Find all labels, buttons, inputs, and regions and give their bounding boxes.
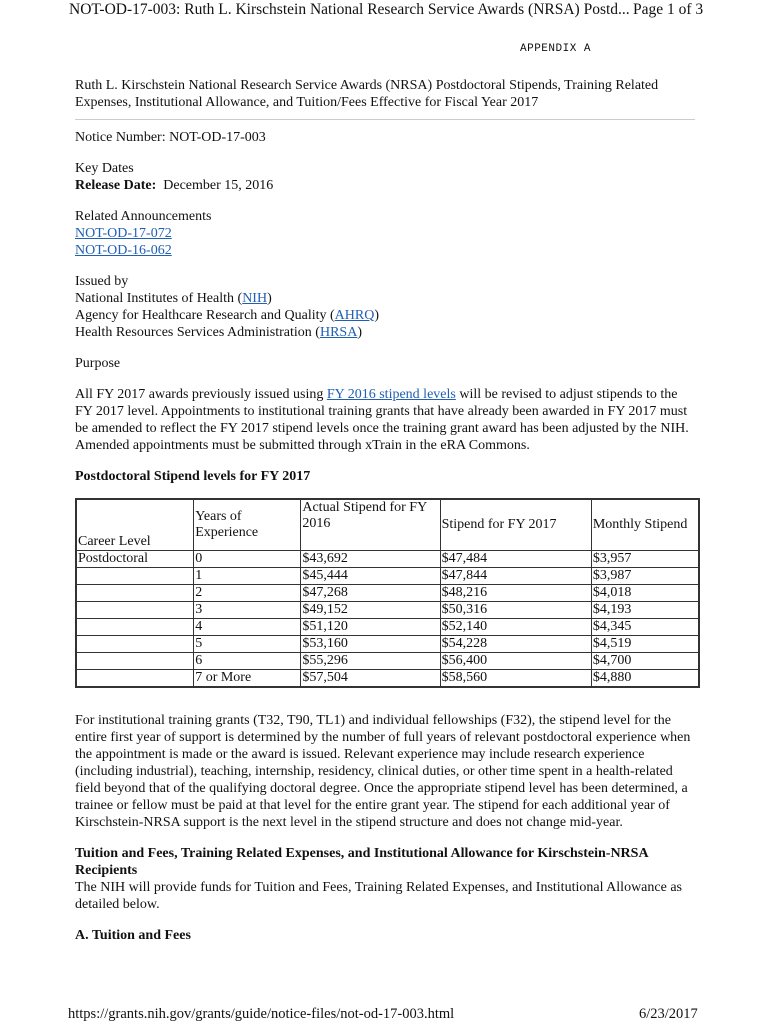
cell-monthly: $4,700 (591, 653, 699, 670)
cell-monthly: $3,957 (591, 551, 699, 568)
table-row (76, 602, 699, 619)
cell-years: 5 (194, 636, 301, 653)
table-row (76, 653, 699, 670)
stipend-table-body (76, 551, 699, 688)
print-footer-date: 6/23/2017 (639, 1006, 698, 1022)
cell-monthly: $4,345 (591, 619, 699, 636)
stipend-heading: Postdoctoral Stipend levels for FY 2017 (75, 469, 311, 484)
cell-stipend-2016: $49,152 (301, 602, 440, 619)
section-a-heading: A. Tuition and Fees (75, 928, 191, 943)
cell-career-level (76, 602, 194, 619)
release-date-label: Release Date: (75, 178, 157, 193)
cell-stipend-2017: $56,400 (440, 653, 591, 670)
cell-stipend-2016: $53,160 (301, 636, 440, 653)
table-row (76, 636, 699, 653)
cell-stipend-2016: $43,692 (301, 551, 440, 568)
cell-career-level (76, 653, 194, 670)
stipend-table (75, 498, 700, 688)
release-date-value: December 15, 2016 (163, 178, 274, 193)
related-link-1[interactable]: NOT-OD-17-072 (75, 226, 172, 241)
agency-nih (75, 290, 695, 307)
agency-hrsa-name: Health Resources Services Administration ( (75, 325, 320, 340)
agency-ahrq-close: ) (374, 308, 379, 323)
cell-career-level (76, 636, 194, 653)
cell-years: 3 (194, 602, 301, 619)
cell-stipend-2017: $58,560 (440, 670, 591, 688)
notice-number: Notice Number: NOT-OD-17-003 (75, 130, 266, 145)
issued-by-heading: Issued by (75, 274, 129, 289)
hrsa-link[interactable]: HRSA (319, 325, 358, 340)
table-header-row (76, 499, 699, 551)
cell-years: 2 (194, 585, 301, 602)
agency-ahrq (75, 307, 695, 324)
purpose-text-end: will be revised to adjust stipends to the FY 2017 level. Appointments to institutional training grants that have already been awarded in FY 2017 must be amended to reflect the FY 2017 stipend levels once the training grant award has been adjusted by the NIH. Amended appointments must be submitted through xTrain in the eRA Commons. (75, 387, 689, 453)
cell-stipend-2017: $47,484 (440, 551, 591, 568)
cell-career-level (76, 585, 194, 602)
agency-ahrq-name: Agency for Healthcare Research and Quality ( (75, 308, 335, 323)
cell-years: 1 (194, 568, 301, 585)
purpose-paragraph (75, 386, 695, 454)
cell-years: 0 (194, 551, 301, 568)
table-row (76, 551, 699, 568)
cell-years: 7 or More (194, 670, 301, 688)
table-row (76, 619, 699, 636)
cell-career-level (76, 619, 194, 636)
cell-years: 6 (194, 653, 301, 670)
header-years-experience: Years of Experience (194, 499, 301, 551)
cell-stipend-2016: $47,268 (301, 585, 440, 602)
cell-stipend-2017: $54,228 (440, 636, 591, 653)
cell-monthly: $4,519 (591, 636, 699, 653)
cell-stipend-2016: $57,504 (301, 670, 440, 688)
fy2016-stipend-link[interactable]: FY 2016 stipend levels (326, 387, 456, 402)
cell-career-level: Postdoctoral (76, 551, 194, 568)
table-row (76, 670, 699, 688)
cell-monthly: $4,880 (591, 670, 699, 688)
institutional-paragraph: For institutional training grants (T32, T90, TL1) and individual fellowships (F32), the stipend level for the entire first year of support is determined by the number of full years of relevant postdoctoral experience when the appointment is made or the award is issued. Relevant experience may include research experience (including industrial), teaching, internship, residency, clinical duties, or other time spent in a health-related field beyond that of the qualifying doctoral degree. Once the appropriate stipend level has been determined, a trainee or fellow must be paid at that level for the entire grant year. The stipend for each additional year of Kirschstein-NRSA support is the next level in the stipend structure and does not change mid-year. (75, 713, 691, 830)
purpose-text-start: All FY 2017 awards previously issued using (75, 387, 327, 402)
agency-nih-close: ) (267, 291, 272, 306)
cell-monthly: $4,193 (591, 602, 699, 619)
key-dates-heading: Key Dates (75, 161, 134, 176)
nih-link[interactable]: NIH (242, 291, 268, 306)
appendix-label: APPENDIX A (520, 43, 592, 55)
cell-monthly: $4,018 (591, 585, 699, 602)
cell-stipend-2017: $48,216 (440, 585, 591, 602)
agency-hrsa-close: ) (357, 325, 362, 340)
table-row (76, 568, 699, 585)
release-date (75, 177, 695, 194)
table-row (76, 585, 699, 602)
print-footer-url: https://grants.nih.gov/grants/guide/notice-files/not-od-17-003.html (68, 1006, 455, 1022)
header-stipend-2016: Actual Stipend for FY 2016 (301, 499, 440, 551)
cell-stipend-2017: $47,844 (440, 568, 591, 585)
notice-content (75, 77, 695, 944)
agency-hrsa (75, 324, 695, 341)
cell-stipend-2017: $50,316 (440, 602, 591, 619)
header-monthly-stipend: Monthly Stipend (591, 499, 699, 551)
tuition-heading: Tuition and Fees, Training Related Expenses, and Institutional Allowance for Kirschstein-NRSA Recipients (75, 846, 648, 878)
ahrq-link[interactable]: AHRQ (334, 308, 375, 323)
title-divider (75, 119, 695, 120)
cell-stipend-2017: $52,140 (440, 619, 591, 636)
cell-monthly: $3,987 (591, 568, 699, 585)
cell-stipend-2016: $51,120 (301, 619, 440, 636)
cell-stipend-2016: $45,444 (301, 568, 440, 585)
purpose-heading: Purpose (75, 356, 121, 371)
cell-years: 4 (194, 619, 301, 636)
related-heading: Related Announcements (75, 209, 212, 224)
agency-nih-name: National Institutes of Health ( (75, 291, 243, 306)
header-career-level: Career Level (76, 499, 194, 551)
document-title: Ruth L. Kirschstein National Research Service Awards (NRSA) Postdoctoral Stipends, Training Related Expenses, Institutional Allowance, and Tuition/Fees Effective for Fiscal Year 2017 (75, 78, 659, 110)
cell-career-level (76, 568, 194, 585)
header-stipend-2017: Stipend for FY 2017 (440, 499, 591, 551)
tuition-paragraph: The NIH will provide funds for Tuition and Fees, Training Related Expenses, and Institutional Allowance as detailed below. (75, 880, 682, 912)
related-link-2[interactable]: NOT-OD-16-062 (75, 243, 172, 258)
cell-stipend-2016: $55,296 (301, 653, 440, 670)
print-header-title: NOT-OD-17-003: Ruth L. Kirschstein National Research Service Awards (NRSA) Postd... (69, 1, 630, 18)
print-header-page: Page 1 of 3 (633, 1, 704, 18)
cell-career-level (76, 670, 194, 688)
